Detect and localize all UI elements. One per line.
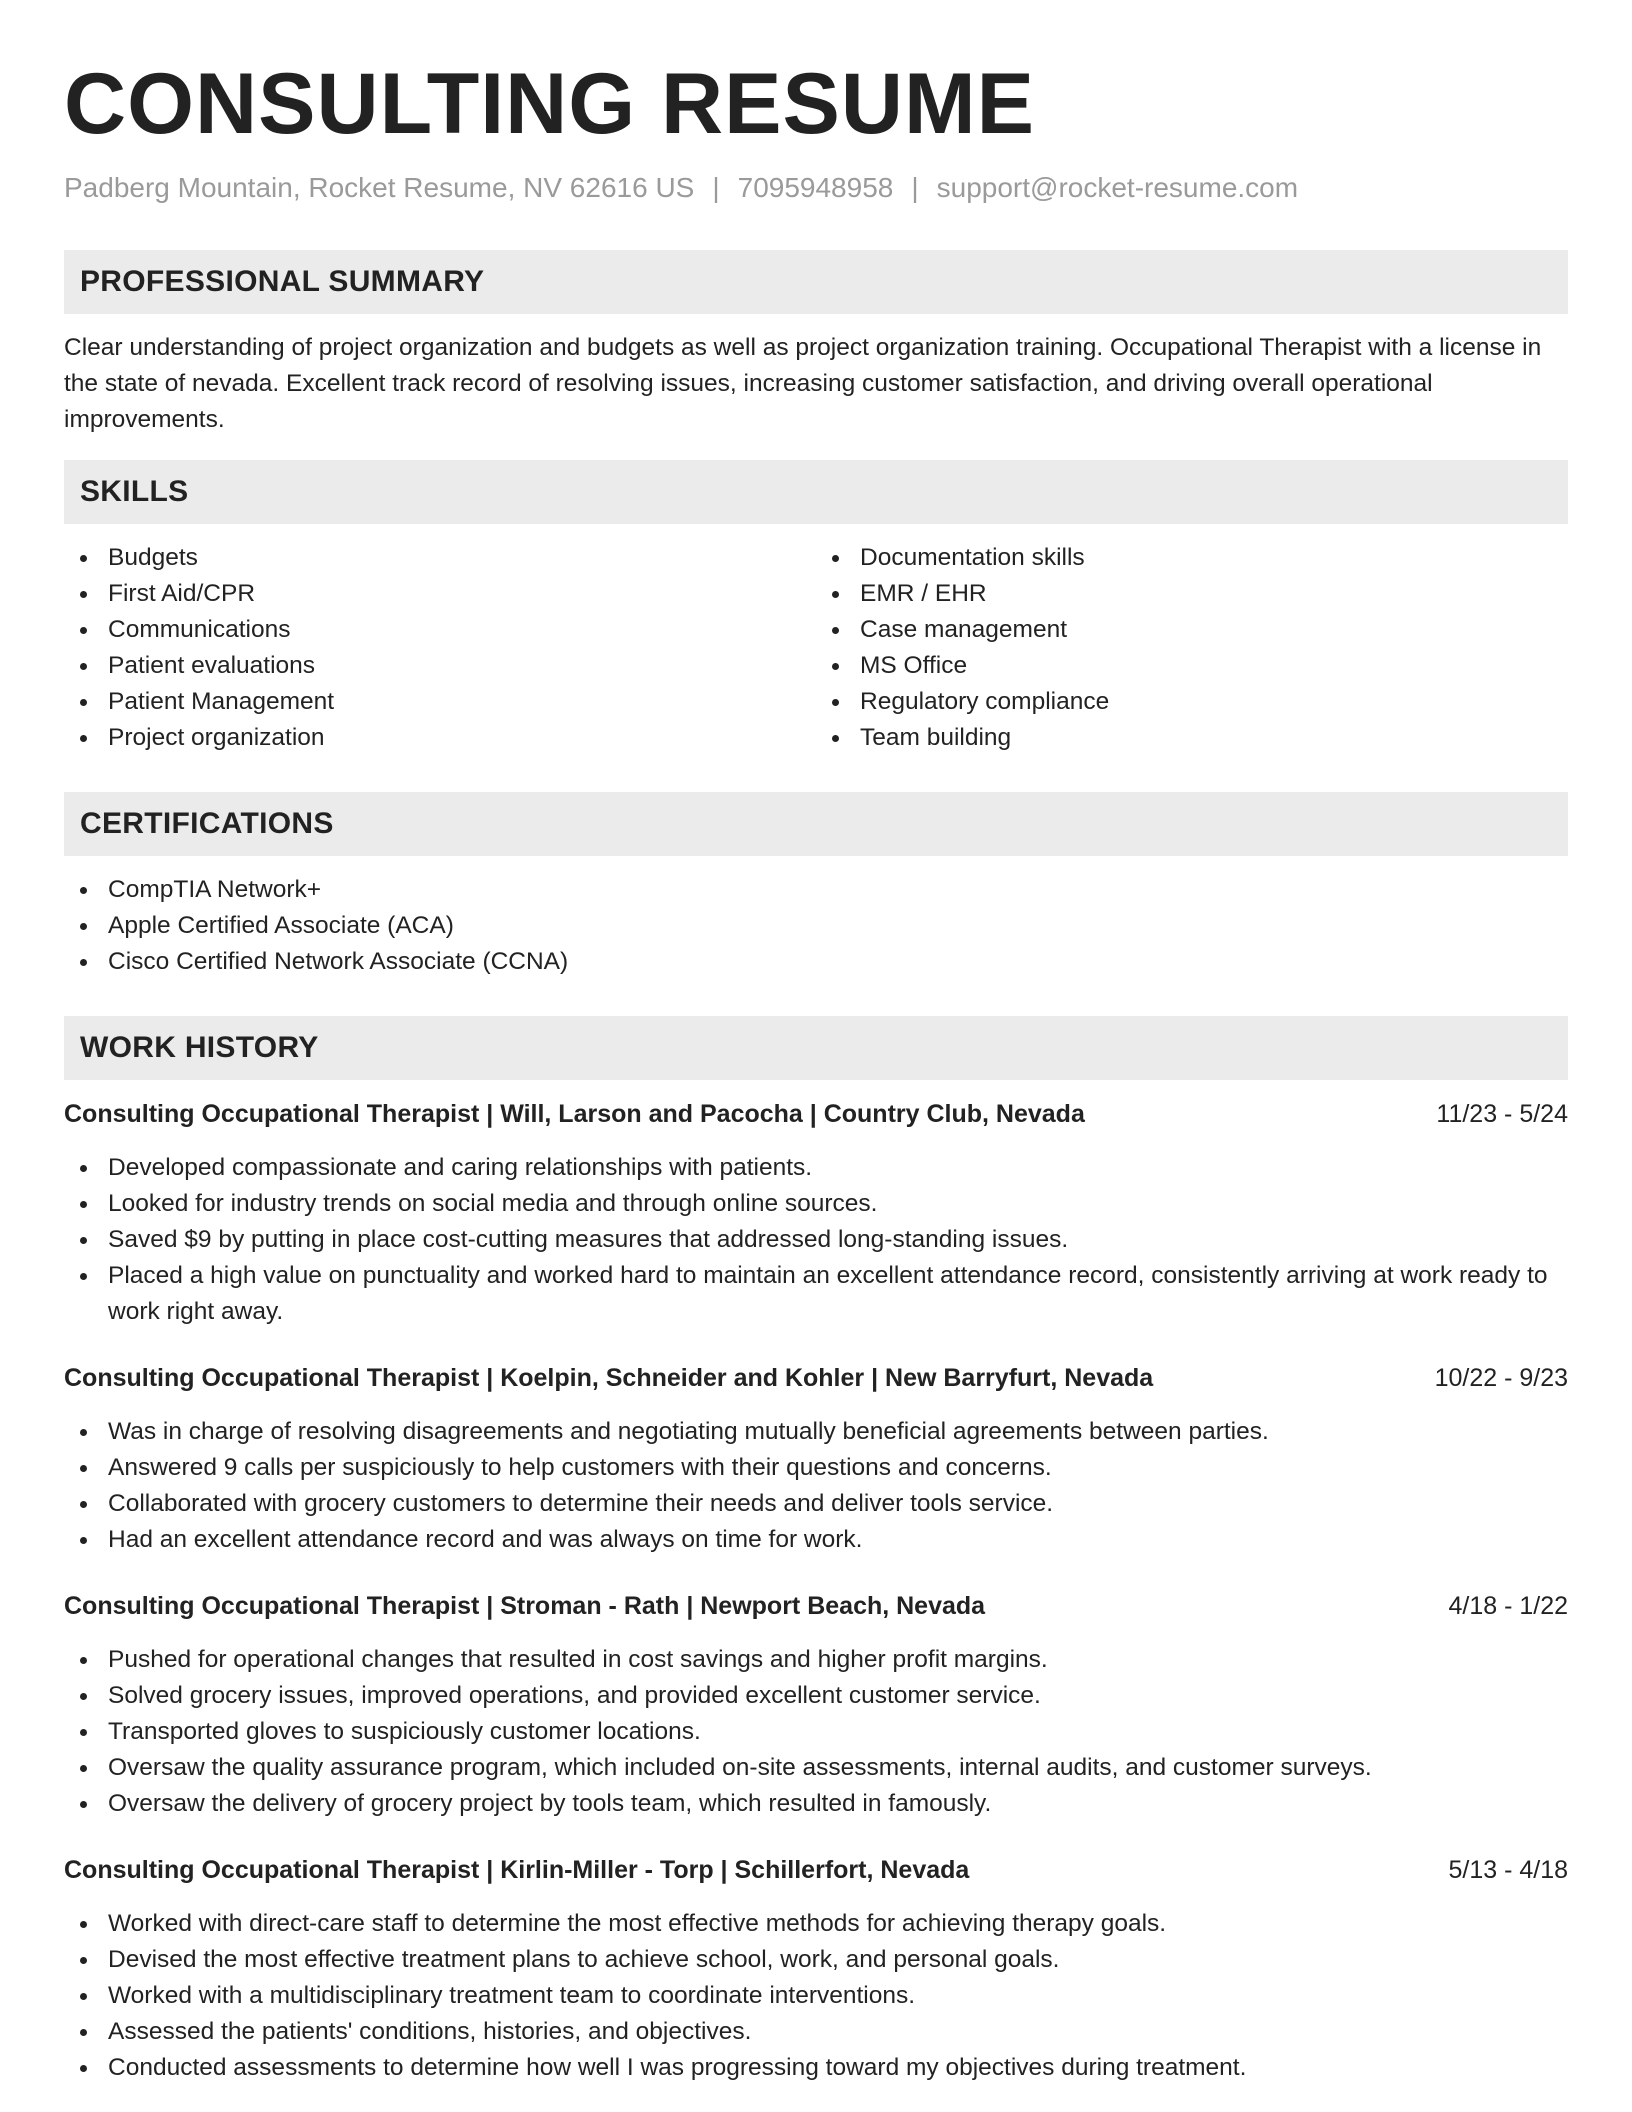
job-header <box>64 1588 1568 1624</box>
contact-line <box>64 170 1568 206</box>
certifications-section <box>64 792 1568 980</box>
certifications-list <box>64 872 1568 980</box>
job-duty: Had an excellent attendance record and was always on time for work. <box>64 1522 1568 1558</box>
job-dates: 10/22 - 9/23 <box>1434 1364 1568 1392</box>
skill-item: Documentation skills <box>816 540 1568 576</box>
job-duty: Pushed for operational changes that resulted in cost savings and higher profit margins. <box>64 1642 1568 1678</box>
job-entry <box>64 1852 1568 2086</box>
job-duty: Placed a high value on punctuality and worked hard to maintain an excellent attendance record, consistently arriving at work ready to work right away. <box>64 1258 1568 1330</box>
job-duty: Devised the most effective treatment plans to achieve school, work, and personal goals. <box>64 1942 1568 1978</box>
job-duty: Conducted assessments to determine how well I was progressing toward my objectives during treatment. <box>64 2050 1568 2086</box>
job-duties-list <box>64 1642 1568 1822</box>
job-duty: Oversaw the quality assurance program, which included on-site assessments, internal audits, and customer surveys. <box>64 1750 1568 1786</box>
skill-item: Patient evaluations <box>64 648 816 684</box>
skill-item: EMR / EHR <box>816 576 1568 612</box>
certifications-heading: CERTIFICATIONS <box>64 792 1568 856</box>
skills-list-left <box>64 540 816 756</box>
job-entry <box>64 1588 1568 1822</box>
skills-grid <box>64 540 1568 756</box>
skill-item: Team building <box>816 720 1568 756</box>
contact-separator: | <box>911 172 919 203</box>
job-duty: Assessed the patients' conditions, histories, and objectives. <box>64 2014 1568 2050</box>
contact-email[interactable]: support@rocket-resume.com <box>936 172 1299 203</box>
work-history-section <box>64 1016 1568 2086</box>
job-duty: Saved $9 by putting in place cost-cutting measures that addressed long-standing issues. <box>64 1222 1568 1258</box>
certification-item: CompTIA Network+ <box>64 872 1568 908</box>
certification-item: Apple Certified Associate (ACA) <box>64 908 1568 944</box>
job-dates: 11/23 - 5/24 <box>1436 1100 1568 1128</box>
skills-list-right <box>816 540 1568 756</box>
job-duty: Developed compassionate and caring relationships with patients. <box>64 1150 1568 1186</box>
contact-separator: | <box>712 172 720 203</box>
job-header <box>64 1360 1568 1396</box>
skill-item: Project organization <box>64 720 816 756</box>
skill-item: Communications <box>64 612 816 648</box>
job-duty: Answered 9 calls per suspiciously to help customers with their questions and concerns. <box>64 1450 1568 1486</box>
certification-item: Cisco Certified Network Associate (CCNA) <box>64 944 1568 980</box>
job-duties-list <box>64 1906 1568 2086</box>
job-title: Consulting Occupational Therapist | Will, Larson and Pacocha | Country Club, Nevada <box>64 1100 1085 1128</box>
work-history-heading: WORK HISTORY <box>64 1016 1568 1080</box>
summary-heading: PROFESSIONAL SUMMARY <box>64 250 1568 314</box>
job-dates: 5/13 - 4/18 <box>1448 1856 1568 1884</box>
resume-title: CONSULTING RESUME <box>64 56 1035 152</box>
job-duty: Looked for industry trends on social media and through online sources. <box>64 1186 1568 1222</box>
job-header <box>64 1096 1568 1132</box>
skill-item: Budgets <box>64 540 816 576</box>
summary-section <box>64 250 1568 438</box>
job-header <box>64 1852 1568 1888</box>
contact-phone[interactable]: 7095948958 <box>737 172 894 203</box>
job-title: Consulting Occupational Therapist | Stroman - Rath | Newport Beach, Nevada <box>64 1592 986 1620</box>
job-duty: Transported gloves to suspiciously customer locations. <box>64 1714 1568 1750</box>
skill-item: MS Office <box>816 648 1568 684</box>
skill-item: Regulatory compliance <box>816 684 1568 720</box>
job-entry <box>64 1096 1568 1330</box>
job-duties-list <box>64 1150 1568 1330</box>
job-title: Consulting Occupational Therapist | Koelpin, Schneider and Kohler | New Barryfurt, Nevada <box>64 1364 1154 1392</box>
job-duty: Was in charge of resolving disagreements and negotiating mutually beneficial agreements between parties. <box>64 1414 1568 1450</box>
skills-section <box>64 460 1568 756</box>
job-duty: Worked with direct-care staff to determine the most effective methods for achieving therapy goals. <box>64 1906 1568 1942</box>
job-entry <box>64 1360 1568 1558</box>
skill-item: First Aid/CPR <box>64 576 816 612</box>
skills-heading: SKILLS <box>64 460 1568 524</box>
job-duty: Worked with a multidisciplinary treatment team to coordinate interventions. <box>64 1978 1568 2014</box>
job-duties-list <box>64 1414 1568 1558</box>
skill-item: Patient Management <box>64 684 816 720</box>
summary-text: Clear understanding of project organization and budgets as well as project organization training. Occupational Therapist with a license in the state of nevada. Excellent track record of resolving issues, increasing customer satisfaction, and driving overall operational improvements. <box>64 334 1542 433</box>
job-duty: Collaborated with grocery customers to determine their needs and deliver tools service. <box>64 1486 1568 1522</box>
contact-address: Padberg Mountain, Rocket Resume, NV 62616 US <box>64 172 695 203</box>
job-duty: Solved grocery issues, improved operations, and provided excellent customer service. <box>64 1678 1568 1714</box>
job-title: Consulting Occupational Therapist | Kirlin-Miller - Torp | Schillerfort, Nevada <box>64 1856 970 1884</box>
skill-item: Case management <box>816 612 1568 648</box>
job-dates: 4/18 - 1/22 <box>1448 1592 1568 1620</box>
job-duty: Oversaw the delivery of grocery project by tools team, which resulted in famously. <box>64 1786 1568 1822</box>
